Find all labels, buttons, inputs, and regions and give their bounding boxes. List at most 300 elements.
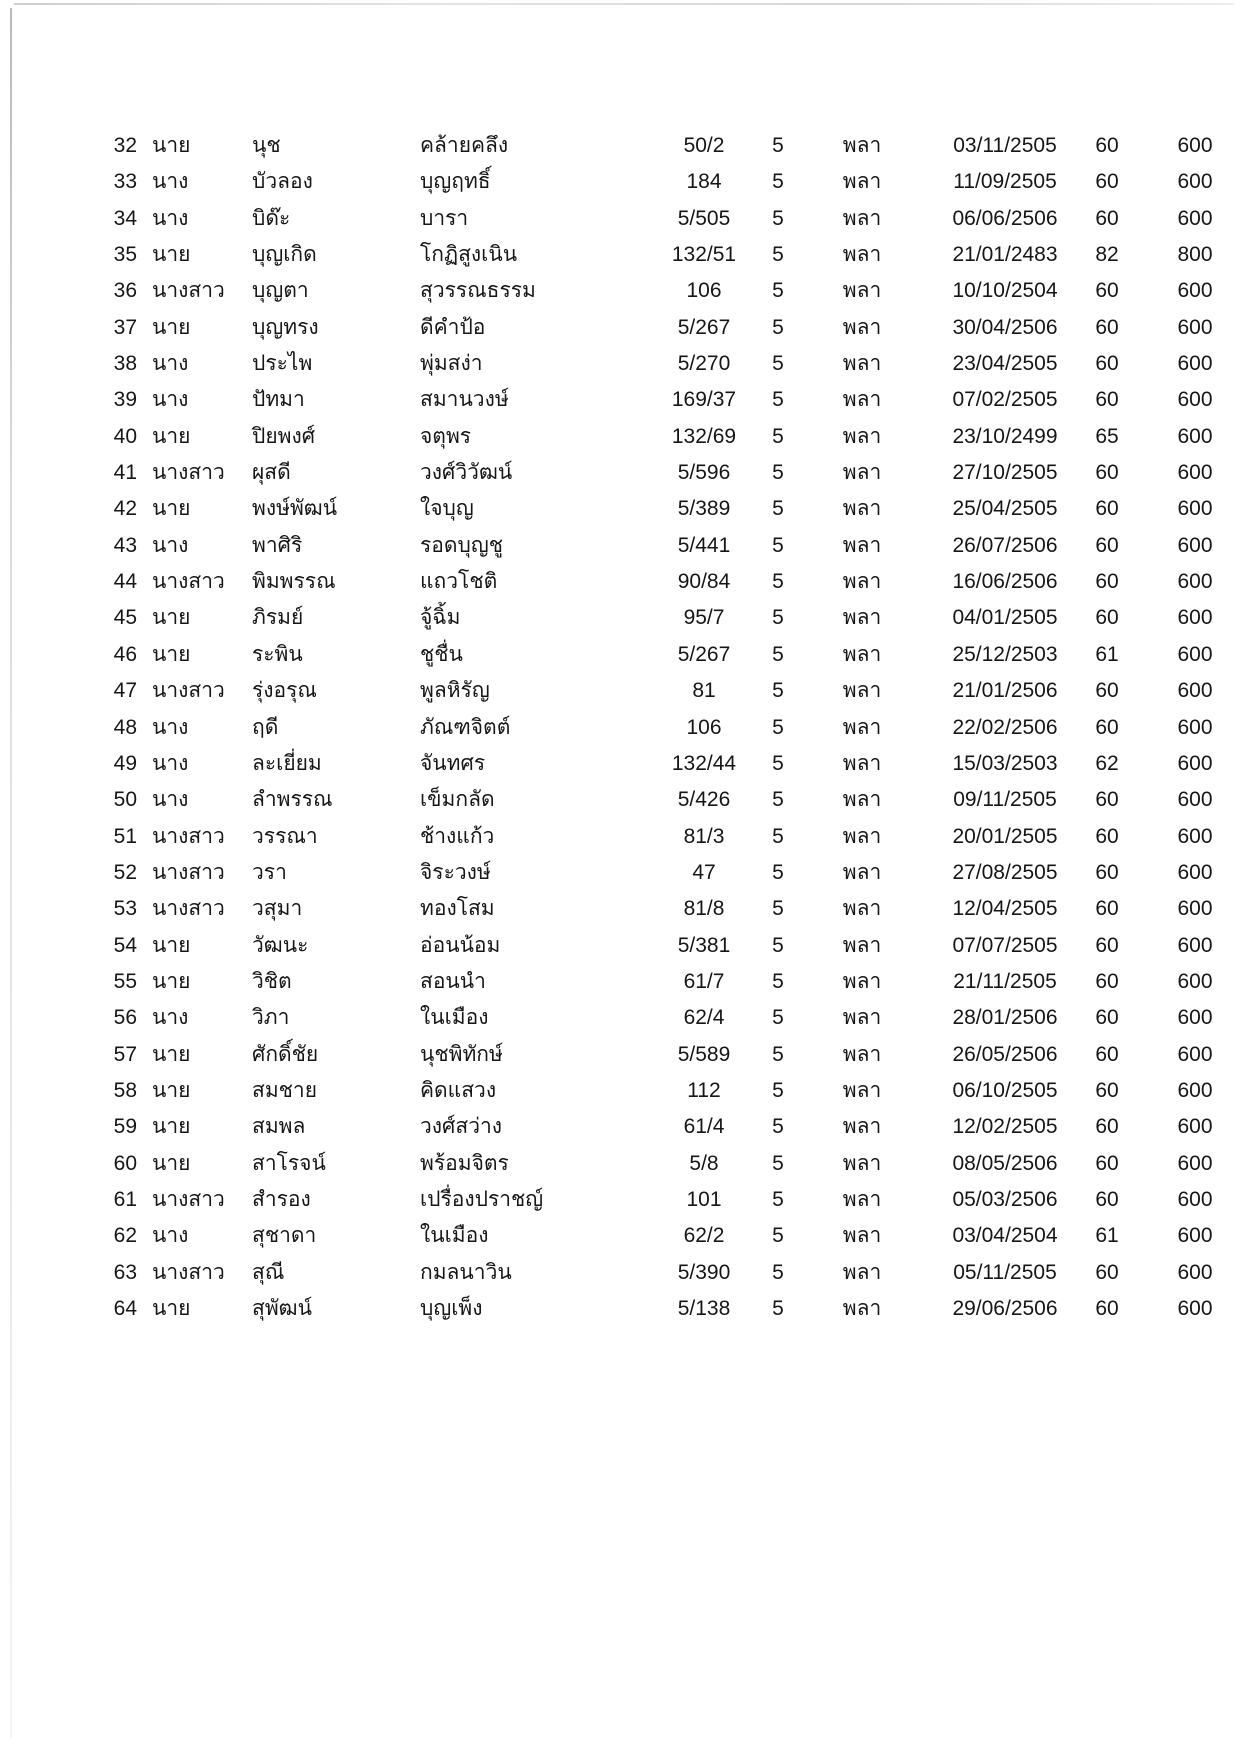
cell-village: พลา [842, 497, 882, 521]
cell-title: นาง [152, 206, 189, 230]
cell-last-name: นุชพิทักษ์ [420, 1042, 503, 1066]
cell-moo: 5 [772, 751, 784, 775]
cell-village: พลา [842, 1078, 882, 1102]
cell-house-no: 5/390 [677, 1260, 731, 1284]
cell-title: นาย [152, 1078, 191, 1102]
cell-last-name: จันทศร [420, 751, 486, 775]
table-row [0, 673, 1240, 709]
cell-birth-date: 29/06/2506 [952, 1297, 1058, 1320]
cell-title: นาย [152, 606, 191, 630]
cell-amount: 600 [1177, 969, 1213, 993]
cell-age: 60 [1095, 715, 1119, 739]
cell-village: พลา [842, 206, 882, 230]
cell-amount: 600 [1177, 570, 1213, 594]
cell-birth-date: 27/08/2505 [952, 860, 1058, 884]
cell-age: 61 [1095, 642, 1119, 666]
cell-house-no: 101 [686, 1187, 722, 1211]
cell-moo: 5 [772, 1260, 784, 1284]
cell-house-no: 132/51 [671, 243, 737, 267]
cell-no: 56 [113, 1006, 137, 1030]
cell-last-name: สุวรรณธรรม [420, 279, 536, 303]
cell-no: 60 [113, 1151, 137, 1175]
cell-amount: 600 [1177, 206, 1213, 230]
cell-village: พลา [842, 1187, 882, 1211]
cell-house-no: 47 [692, 860, 716, 884]
cell-amount: 600 [1177, 933, 1213, 957]
cell-moo: 5 [772, 279, 784, 303]
cell-first-name: บัวลอง [252, 170, 313, 194]
cell-last-name: ภัณฑจิตต์ [420, 715, 511, 739]
cell-age: 60 [1095, 1151, 1119, 1175]
cell-village: พลา [842, 969, 882, 993]
cell-age: 60 [1095, 1297, 1119, 1320]
cell-moo: 5 [772, 1224, 784, 1248]
cell-moo: 5 [772, 570, 784, 594]
cell-village: พลา [842, 606, 882, 630]
cell-birth-date: 03/11/2505 [953, 134, 1057, 157]
cell-village: พลา [842, 1115, 882, 1139]
table-row [0, 419, 1240, 455]
table-row [0, 1255, 1240, 1291]
cell-moo: 5 [772, 315, 784, 339]
cell-first-name: ประไพ [252, 352, 313, 376]
cell-village: พลา [842, 279, 882, 303]
cell-village: พลา [842, 1224, 882, 1248]
cell-village: พลา [842, 461, 882, 485]
cell-amount: 600 [1177, 1260, 1213, 1284]
table-row [0, 819, 1240, 855]
cell-no: 49 [113, 751, 137, 775]
table-row [0, 1291, 1240, 1327]
cell-age: 60 [1095, 134, 1119, 157]
cell-village: พลา [842, 570, 882, 594]
cell-first-name: ผุสดี [252, 461, 291, 485]
cell-last-name: กมลนาวิน [420, 1260, 512, 1284]
cell-no: 44 [113, 570, 137, 594]
cell-birth-date: 08/05/2506 [952, 1151, 1058, 1175]
cell-amount: 600 [1177, 1006, 1213, 1030]
cell-house-no: 5/426 [677, 788, 731, 812]
table-row [0, 928, 1240, 964]
cell-first-name: พงษ์พัฒน์ [252, 497, 338, 521]
cell-village: พลา [842, 1260, 882, 1284]
cell-birth-date: 07/07/2505 [952, 933, 1058, 957]
cell-house-no: 184 [686, 170, 722, 194]
cell-no: 48 [113, 715, 137, 739]
cell-first-name: สาโรจน์ [252, 1151, 326, 1175]
cell-no: 38 [113, 352, 137, 376]
cell-last-name: บารา [420, 206, 469, 230]
table-row [0, 346, 1240, 382]
cell-last-name: บุญเพ็ง [420, 1297, 483, 1320]
cell-age: 60 [1095, 788, 1119, 812]
cell-house-no: 106 [686, 715, 722, 739]
cell-moo: 5 [772, 1297, 784, 1320]
cell-village: พลา [842, 824, 882, 848]
cell-house-no: 61/7 [683, 969, 725, 993]
cell-age: 60 [1095, 352, 1119, 376]
cell-last-name: จู้ฉิ้ม [420, 606, 461, 630]
cell-birth-date: 04/01/2505 [952, 606, 1058, 630]
cell-age: 60 [1095, 497, 1119, 521]
cell-last-name: ในเมือง [420, 1224, 489, 1248]
cell-first-name: วัฒนะ [252, 933, 309, 957]
cell-no: 59 [113, 1115, 137, 1139]
cell-last-name: พุ่มสง่า [420, 352, 483, 376]
cell-birth-date: 30/04/2506 [952, 315, 1058, 339]
cell-amount: 800 [1177, 243, 1213, 267]
cell-last-name: ใจบุญ [420, 497, 474, 521]
cell-birth-date: 27/10/2505 [952, 461, 1058, 485]
cell-title: นาง [152, 352, 189, 376]
cell-village: พลา [842, 1151, 882, 1175]
cell-house-no: 95/7 [683, 606, 725, 630]
cell-no: 46 [113, 642, 137, 666]
cell-age: 60 [1095, 1187, 1119, 1211]
cell-house-no: 132/69 [671, 424, 737, 448]
cell-house-no: 50/2 [683, 134, 725, 157]
cell-village: พลา [842, 679, 882, 703]
cell-title: นาย [152, 1042, 191, 1066]
cell-moo: 5 [772, 1187, 784, 1211]
cell-last-name: พูลหิรัญ [420, 679, 490, 703]
cell-age: 62 [1095, 751, 1119, 775]
cell-birth-date: 11/09/2505 [953, 170, 1057, 194]
cell-last-name: จตุพร [420, 424, 472, 448]
cell-amount: 600 [1177, 461, 1213, 485]
cell-birth-date: 06/10/2505 [952, 1078, 1058, 1102]
cell-last-name: สอนนำ [420, 969, 486, 993]
cell-village: พลา [842, 860, 882, 884]
cell-last-name: เปรื่องปราชญ์ [420, 1187, 544, 1211]
cell-first-name: วสุมา [252, 897, 303, 921]
cell-house-no: 61/4 [683, 1115, 725, 1139]
cell-house-no: 5/596 [677, 461, 731, 485]
cell-title: นางสาว [152, 1187, 225, 1211]
cell-last-name: ในเมือง [420, 1006, 489, 1030]
cell-birth-date: 28/01/2506 [952, 1006, 1058, 1030]
cell-no: 47 [113, 679, 137, 703]
table-row [0, 491, 1240, 527]
cell-village: พลา [842, 788, 882, 812]
cell-birth-date: 16/06/2506 [952, 570, 1058, 594]
cell-no: 55 [113, 969, 137, 993]
cell-birth-date: 23/04/2505 [952, 352, 1058, 376]
cell-first-name: สำรอง [252, 1187, 311, 1211]
cell-title: นางสาว [152, 897, 225, 921]
table-row [0, 1000, 1240, 1036]
cell-birth-date: 21/01/2483 [952, 243, 1058, 267]
cell-moo: 5 [772, 497, 784, 521]
cell-village: พลา [842, 751, 882, 775]
cell-village: พลา [842, 533, 882, 557]
cell-title: นาง [152, 170, 189, 194]
cell-age: 60 [1095, 933, 1119, 957]
cell-title: นาย [152, 1151, 191, 1175]
cell-moo: 5 [772, 642, 784, 666]
cell-title: นางสาว [152, 461, 225, 485]
cell-first-name: วรา [252, 860, 287, 884]
cell-age: 60 [1095, 860, 1119, 884]
cell-birth-date: 23/10/2499 [952, 424, 1058, 448]
cell-age: 60 [1095, 1115, 1119, 1139]
cell-house-no: 5/8 [689, 1151, 719, 1175]
cell-last-name: คล้ายคลึง [420, 134, 509, 157]
cell-moo: 5 [772, 824, 784, 848]
cell-amount: 600 [1177, 533, 1213, 557]
cell-title: นางสาว [152, 824, 225, 848]
table-row [0, 1182, 1240, 1218]
table-row [0, 964, 1240, 1000]
cell-amount: 600 [1177, 1187, 1213, 1211]
cell-village: พลา [842, 642, 882, 666]
cell-last-name: วงศ์สว่าง [420, 1115, 503, 1139]
cell-last-name: วงศ์วิวัฒน์ [420, 461, 513, 485]
cell-age: 60 [1095, 1006, 1119, 1030]
cell-age: 60 [1095, 570, 1119, 594]
cell-amount: 600 [1177, 1224, 1213, 1248]
cell-title: นาย [152, 642, 191, 666]
cell-age: 60 [1095, 1042, 1119, 1066]
cell-moo: 5 [772, 206, 784, 230]
cell-no: 32 [113, 134, 137, 157]
cell-birth-date: 12/02/2505 [952, 1115, 1058, 1139]
cell-first-name: สุชาดา [252, 1224, 317, 1248]
table-row [0, 201, 1240, 237]
cell-last-name: พร้อมจิตร [420, 1151, 509, 1175]
cell-moo: 5 [772, 933, 784, 957]
cell-first-name: ละเยี่ยม [252, 751, 322, 775]
cell-age: 60 [1095, 606, 1119, 630]
cell-house-no: 5/270 [677, 352, 731, 376]
cell-village: พลา [842, 243, 882, 267]
cell-last-name: เข็มกลัด [420, 788, 495, 812]
cell-title: นาย [152, 243, 191, 267]
cell-title: นาย [152, 1297, 191, 1320]
cell-title: นาย [152, 497, 191, 521]
cell-age: 60 [1095, 679, 1119, 703]
cell-age: 60 [1095, 824, 1119, 848]
cell-no: 58 [113, 1078, 137, 1102]
cell-house-no: 62/2 [683, 1224, 725, 1248]
cell-first-name: สมชาย [252, 1078, 318, 1102]
cell-first-name: บุญตา [252, 279, 309, 303]
cell-title: นาย [152, 134, 191, 157]
cell-house-no: 106 [686, 279, 722, 303]
cell-age: 60 [1095, 461, 1119, 485]
cell-birth-date: 26/07/2506 [952, 533, 1058, 557]
cell-first-name: บิด๊ะ [252, 206, 291, 230]
cell-house-no: 112 [687, 1078, 721, 1102]
cell-title: นาย [152, 933, 191, 957]
cell-moo: 5 [772, 243, 784, 267]
table-row [0, 310, 1240, 346]
cell-village: พลา [842, 134, 882, 157]
cell-first-name: ปิยพงศ์ [252, 424, 316, 448]
cell-amount: 600 [1177, 1297, 1213, 1320]
cell-birth-date: 26/05/2506 [952, 1042, 1058, 1066]
cell-first-name: ภิรมย์ [252, 606, 304, 630]
cell-amount: 600 [1177, 606, 1213, 630]
cell-title: นางสาว [152, 279, 225, 303]
cell-title: นาง [152, 715, 189, 739]
cell-title: นางสาว [152, 679, 225, 703]
cell-moo: 5 [772, 715, 784, 739]
cell-birth-date: 25/04/2505 [952, 497, 1058, 521]
cell-village: พลา [842, 1042, 882, 1066]
cell-first-name: วรรณา [252, 824, 318, 848]
cell-birth-date: 12/04/2505 [952, 897, 1058, 921]
cell-birth-date: 15/03/2503 [952, 751, 1058, 775]
cell-first-name: นุช [252, 134, 281, 157]
cell-age: 60 [1095, 170, 1119, 194]
cell-birth-date: 05/03/2506 [952, 1187, 1058, 1211]
cell-village: พลา [842, 1297, 882, 1320]
cell-amount: 600 [1177, 388, 1213, 412]
cell-amount: 600 [1177, 279, 1213, 303]
table-row [0, 128, 1240, 164]
cell-moo: 5 [772, 788, 784, 812]
scan-edge-top-line [14, 3, 1234, 5]
cell-house-no: 81 [692, 679, 716, 703]
cell-amount: 600 [1177, 679, 1213, 703]
cell-moo: 5 [772, 897, 784, 921]
cell-house-no: 5/267 [677, 315, 731, 339]
member-table [0, 128, 1240, 1327]
cell-title: นาย [152, 424, 191, 448]
cell-village: พลา [842, 315, 882, 339]
cell-first-name: สุพัฒน์ [252, 1297, 312, 1320]
cell-first-name: ศักดิ์ชัย [252, 1042, 319, 1066]
cell-no: 62 [113, 1224, 137, 1248]
cell-moo: 5 [772, 461, 784, 485]
cell-amount: 600 [1177, 1042, 1213, 1066]
table-row [0, 455, 1240, 491]
cell-age: 65 [1095, 424, 1119, 448]
cell-first-name: วิชิต [252, 969, 292, 993]
cell-no: 50 [113, 788, 137, 812]
cell-moo: 5 [772, 424, 784, 448]
cell-first-name: ลำพรรณ [252, 788, 333, 812]
table-row [0, 564, 1240, 600]
cell-no: 37 [113, 315, 137, 339]
table-row [0, 1109, 1240, 1145]
cell-moo: 5 [772, 969, 784, 993]
cell-amount: 600 [1177, 715, 1213, 739]
cell-amount: 600 [1177, 642, 1213, 666]
cell-moo: 5 [772, 134, 784, 157]
cell-amount: 600 [1177, 788, 1213, 812]
cell-age: 60 [1095, 533, 1119, 557]
table-row [0, 891, 1240, 927]
cell-no: 51 [113, 824, 137, 848]
table-row [0, 273, 1240, 309]
cell-first-name: วิภา [252, 1006, 290, 1030]
cell-birth-date: 20/01/2505 [952, 824, 1058, 848]
cell-no: 33 [113, 170, 137, 194]
table-row [0, 637, 1240, 673]
cell-last-name: ดีคำป้อ [420, 315, 486, 339]
cell-last-name: อ่อนน้อม [420, 933, 501, 957]
cell-age: 60 [1095, 1078, 1119, 1102]
cell-no: 61 [113, 1187, 137, 1211]
cell-no: 52 [113, 860, 137, 884]
cell-title: นาง [152, 1006, 189, 1030]
cell-village: พลา [842, 424, 882, 448]
cell-birth-date: 25/12/2503 [952, 642, 1058, 666]
cell-moo: 5 [772, 352, 784, 376]
cell-age: 61 [1095, 1224, 1119, 1248]
table-row [0, 1146, 1240, 1182]
cell-no: 36 [113, 279, 137, 303]
cell-first-name: ฤดี [252, 715, 279, 739]
cell-village: พลา [842, 933, 882, 957]
cell-birth-date: 21/01/2506 [952, 679, 1058, 703]
cell-house-no: 169/37 [671, 388, 737, 412]
cell-birth-date: 05/11/2505 [953, 1260, 1057, 1284]
cell-moo: 5 [772, 533, 784, 557]
cell-first-name: สมพล [252, 1115, 306, 1139]
cell-house-no: 81/3 [683, 824, 725, 848]
cell-last-name: จิระวงษ์ [420, 860, 491, 884]
cell-moo: 5 [772, 1006, 784, 1030]
cell-amount: 600 [1177, 315, 1213, 339]
cell-last-name: โกฏิสูงเนิน [420, 243, 518, 267]
cell-title: นางสาว [152, 860, 225, 884]
cell-title: นาง [152, 533, 189, 557]
cell-house-no: 5/505 [677, 206, 731, 230]
cell-birth-date: 21/11/2505 [953, 969, 1057, 993]
cell-no: 45 [113, 606, 137, 630]
cell-first-name: ปัทมา [252, 388, 305, 412]
cell-last-name: แถวโชติ [420, 570, 498, 594]
cell-moo: 5 [772, 860, 784, 884]
cell-village: พลา [842, 352, 882, 376]
cell-house-no: 5/267 [677, 642, 731, 666]
cell-amount: 600 [1177, 134, 1213, 157]
cell-age: 60 [1095, 279, 1119, 303]
cell-title: นาง [152, 788, 189, 812]
cell-house-no: 5/389 [677, 497, 731, 521]
cell-first-name: บุญทรง [252, 315, 319, 339]
table-row [0, 382, 1240, 418]
cell-amount: 600 [1177, 897, 1213, 921]
table-row [0, 1037, 1240, 1073]
cell-title: นางสาว [152, 570, 225, 594]
table-row [0, 782, 1240, 818]
cell-village: พลา [842, 1006, 882, 1030]
cell-last-name: คิดแสวง [420, 1078, 497, 1102]
cell-last-name: ทองโสม [420, 897, 495, 921]
cell-amount: 600 [1177, 1078, 1213, 1102]
cell-birth-date: 10/10/2504 [952, 279, 1058, 303]
cell-house-no: 5/381 [677, 933, 731, 957]
table-row [0, 1218, 1240, 1254]
cell-house-no: 5/589 [677, 1042, 731, 1066]
cell-age: 60 [1095, 1260, 1119, 1284]
cell-birth-date: 06/06/2506 [952, 206, 1058, 230]
cell-village: พลา [842, 388, 882, 412]
cell-first-name: ระพิน [252, 642, 303, 666]
cell-amount: 600 [1177, 1151, 1213, 1175]
cell-amount: 600 [1177, 751, 1213, 775]
cell-village: พลา [842, 715, 882, 739]
cell-house-no: 90/84 [677, 570, 731, 594]
cell-last-name: บุญฤทธิ์ [420, 170, 491, 194]
cell-title: นางสาว [152, 1260, 225, 1284]
cell-birth-date: 22/02/2506 [952, 715, 1058, 739]
cell-no: 41 [113, 461, 137, 485]
